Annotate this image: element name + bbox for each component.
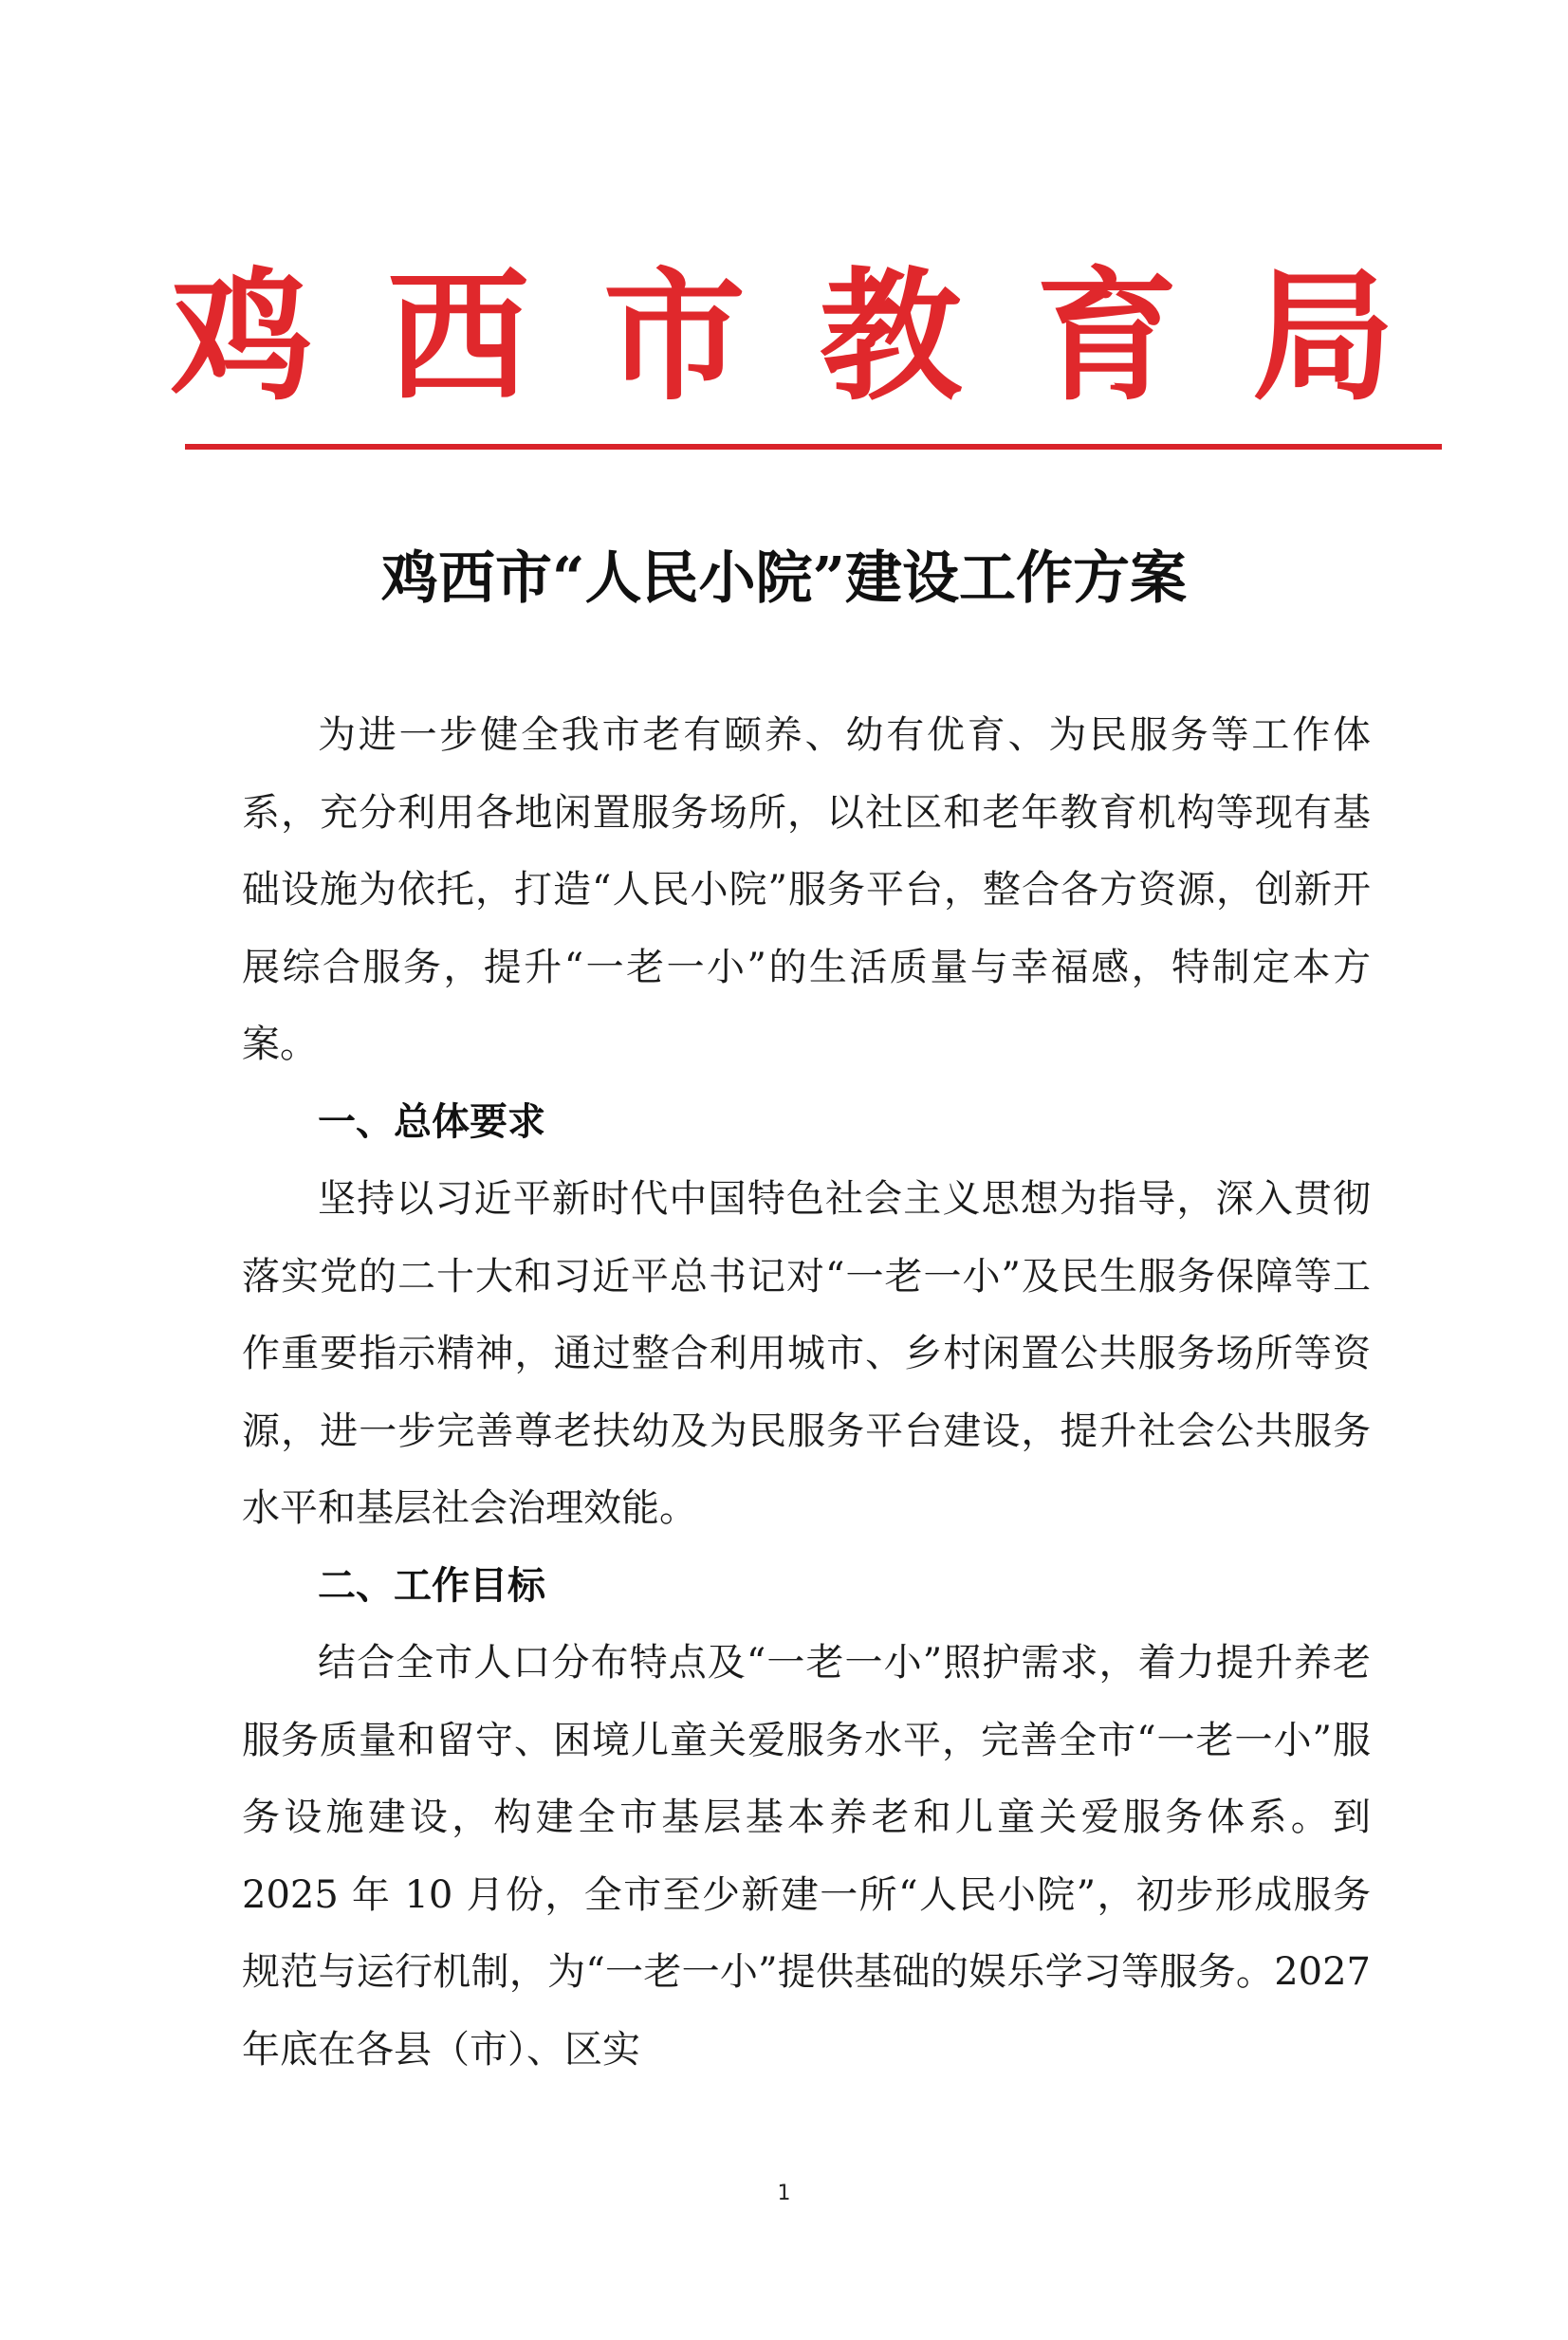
document-body xyxy=(242,697,1371,2089)
section-heading-general-requirements: 一、总体要求 xyxy=(318,1099,545,1144)
masthead xyxy=(142,251,1423,422)
masthead-char: 鸡 xyxy=(171,253,314,420)
general-requirements-paragraph: 坚持以习近平新时代中国特色社会主义思想为指导，深入贯彻落实党的二十大和习近平总书记对“一老一小”及民生服务保障等工作重要指示精神，通过整合利用城市、乡村闲置公共服务场所等资源，进一步完善尊老扶幼及为民服务平台建设，提升社会公共服务水平和基层社会治理效能。 xyxy=(242,1177,1371,1530)
page-number: 1 xyxy=(777,2182,791,2205)
masthead-char: 局 xyxy=(1251,253,1394,420)
work-goals-paragraph: 结合全市人口分布特点及“一老一小”照护需求，着力提升养老服务质量和留守、困境儿童关爱服务水平，完善全市“一老一小”服务设施建设，构建全市基层基本养老和儿童关爱服务体系。到 2025 年 10 月份，全市至少新建一所“人民小院”，初步形成服务规范与运行机制，为“一老一小”提供基础的娱乐学习等服务。2027 年底在各县（市）、区实 xyxy=(242,1641,1371,2072)
masthead-char: 西 xyxy=(386,253,529,420)
intro-paragraph: 为进一步健全我市老有颐养、幼有优育、为民服务等工作体系，充分利用各地闲置服务场所，以社区和老年教育机构等现有基础设施为依托，打造“人民小院”服务平台，整合各方资源，创新开展综合服务，提升“一老一小”的生活质量与幸福感，特制定本方案。 xyxy=(242,713,1371,1066)
section-heading-work-goals: 二、工作目标 xyxy=(318,1563,545,1608)
masthead-red-rule xyxy=(185,444,1442,450)
masthead-char: 育 xyxy=(1035,253,1178,420)
masthead-char: 市 xyxy=(602,253,746,420)
document-title: 鸡西市“人民小院”建设工作方案 xyxy=(380,545,1188,612)
masthead-char: 教 xyxy=(819,253,962,420)
